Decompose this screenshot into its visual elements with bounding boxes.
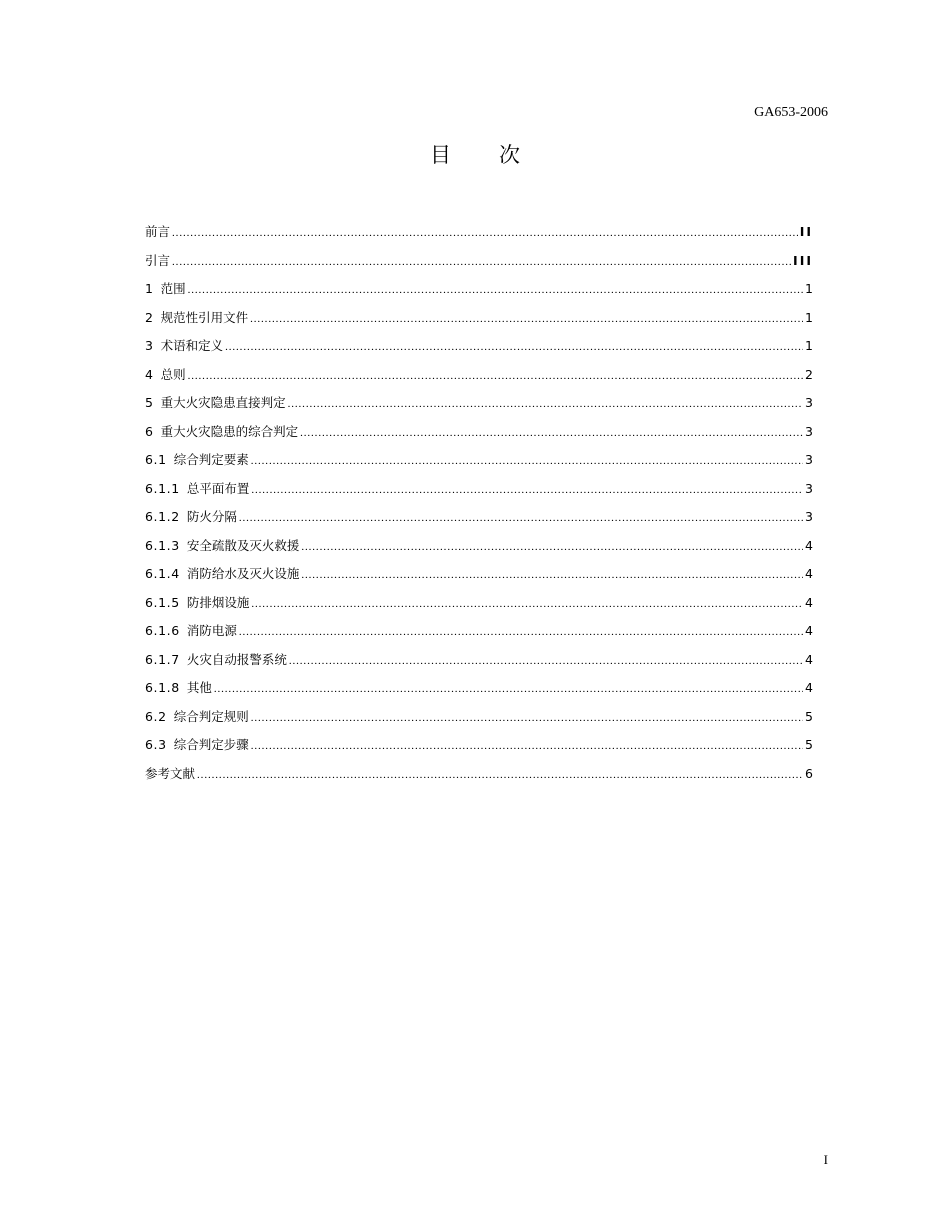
toc-entry-page: 4 [805, 651, 813, 667]
toc-entry-number: 6.2 [145, 708, 167, 724]
toc-entry[interactable] [145, 764, 813, 793]
toc-entry[interactable] [145, 650, 813, 679]
toc-entry-label: 综合判定步骤 [173, 737, 249, 752]
toc-dot-leader [251, 480, 803, 500]
toc-entry-label: 前言 [145, 224, 171, 239]
toc-entry-title [145, 308, 248, 328]
toc-entry[interactable] [145, 678, 813, 707]
toc-entry-page: 5 [805, 708, 813, 724]
toc-dot-leader [301, 565, 803, 585]
toc-entry-number: 6.1.7 [145, 651, 180, 667]
toc-entry-title [145, 479, 249, 499]
toc-entry-label: 总则 [160, 366, 186, 382]
toc-entry-page: 1 [805, 309, 813, 325]
toc-dot-leader [251, 708, 803, 728]
toc-entry[interactable] [145, 393, 813, 422]
toc-dot-leader [172, 252, 791, 272]
toc-dot-leader [239, 508, 803, 528]
toc-entry-title [145, 222, 170, 242]
toc-dot-leader [188, 366, 803, 386]
toc-entry-page: 5 [805, 737, 813, 752]
toc-entry[interactable] [145, 251, 813, 280]
toc-entry-page: 4 [805, 623, 813, 638]
toc-entry-title [145, 507, 237, 527]
toc-entry-page: 4 [805, 594, 813, 610]
toc-entry-title [145, 279, 186, 299]
toc-entry[interactable] [145, 450, 813, 479]
toc-entry-label: 综合判定要素 [173, 452, 249, 467]
toc-dot-leader [250, 309, 803, 329]
toc-entry-title [145, 564, 299, 584]
toc-entry-title [145, 422, 298, 442]
toc-entry-label: 规范性引用文件 [160, 309, 249, 325]
toc-entry-label: 范围 [160, 281, 186, 296]
toc-entry[interactable] [145, 479, 813, 508]
toc-dot-leader [188, 280, 803, 300]
toc-entry-page: III [793, 252, 813, 268]
toc-entry-page: 3 [805, 423, 813, 439]
toc-entry-number: 3 [145, 338, 154, 353]
toc-entry-title [145, 764, 195, 784]
toc-entry-number: 1 [145, 281, 154, 296]
toc-entry-label: 消防给水及灭火设施 [186, 566, 300, 581]
toc-entry-title [145, 593, 249, 613]
toc-entry-title [145, 735, 249, 755]
toc-entry-number: 6.1.1 [145, 480, 180, 496]
toc-entry-number: 6.1.3 [145, 537, 180, 553]
toc-entry-title [145, 536, 299, 556]
toc-entry[interactable] [145, 279, 813, 308]
document-id: GA653-2006 [754, 105, 828, 120]
toc-entry-label: 引言 [145, 252, 171, 268]
toc-entry-number: 6.1.5 [145, 594, 180, 610]
toc-entry-label: 安全疏散及灭火救援 [186, 537, 300, 553]
toc-dot-leader [301, 537, 803, 557]
toc-entry-page: 3 [805, 480, 813, 496]
toc-entry-page: 3 [805, 452, 813, 467]
toc-entry[interactable] [145, 564, 813, 593]
toc-entry-number: 6.3 [145, 737, 167, 752]
toc-entry-page: 4 [805, 537, 813, 553]
toc-entry-title [145, 336, 223, 356]
toc-dot-leader [225, 337, 803, 357]
toc-entry[interactable] [145, 707, 813, 736]
toc-entry-label: 防排烟设施 [186, 594, 250, 610]
toc-entry-label: 防火分隔 [186, 509, 237, 524]
toc-entry-number: 5 [145, 395, 154, 410]
toc-entry-page: 1 [805, 338, 813, 353]
toc-entry[interactable] [145, 365, 813, 394]
toc-entry[interactable] [145, 735, 813, 764]
toc-entry[interactable] [145, 336, 813, 365]
toc-dot-leader [172, 223, 798, 243]
toc-dot-leader [214, 679, 803, 699]
toc-entry-number: 6.1.2 [145, 509, 180, 524]
toc-dot-leader [288, 394, 803, 414]
toc-entry-number: 6.1.8 [145, 680, 180, 695]
toc-entry-page: 4 [805, 680, 813, 695]
toc-entry[interactable] [145, 621, 813, 650]
toc-entry[interactable] [145, 308, 813, 337]
toc-entry-label: 重大火灾隐患的综合判定 [160, 423, 299, 439]
toc-entry[interactable] [145, 507, 813, 536]
toc-dot-leader [239, 622, 803, 642]
toc-dot-leader [289, 651, 803, 671]
page-number: I [823, 1152, 828, 1167]
toc-entry-title [145, 365, 186, 385]
toc-entry-number: 6.1.6 [145, 623, 180, 638]
toc-dot-leader [251, 594, 803, 614]
toc-dot-leader [251, 736, 803, 756]
toc-entry-title [145, 251, 170, 271]
toc-entry-page: 3 [805, 395, 813, 410]
toc-dot-leader [300, 423, 803, 443]
toc-entry-page: II [799, 224, 813, 239]
toc-entry-label: 火灾自动报警系统 [186, 651, 287, 667]
toc-entry[interactable] [145, 593, 813, 622]
toc-entry-number: 6.1.4 [145, 566, 180, 581]
table-of-contents [145, 222, 813, 792]
toc-dot-leader [251, 451, 803, 471]
toc-entry-label: 术语和定义 [160, 338, 224, 353]
toc-entry-page: 3 [805, 509, 813, 524]
toc-entry[interactable] [145, 222, 813, 251]
toc-entry-page: 1 [805, 281, 813, 296]
toc-entry-title [145, 707, 249, 727]
toc-entry-title [145, 678, 212, 698]
toc-entry-title [145, 393, 286, 413]
toc-entry-label: 综合判定规则 [173, 708, 249, 724]
toc-entry-label: 总平面布置 [186, 480, 250, 496]
toc-entry-page: 2 [805, 366, 813, 382]
toc-dot-leader [197, 765, 803, 785]
toc-entry-page: 6 [805, 765, 813, 781]
toc-entry-page: 4 [805, 566, 813, 581]
toc-entry-label: 重大火灾隐患直接判定 [160, 395, 286, 410]
toc-entry-title [145, 621, 237, 641]
toc-entry-label: 参考文献 [145, 765, 196, 781]
page-title: 目次 [430, 143, 568, 167]
toc-entry-number: 6 [145, 423, 154, 439]
toc-entry-title [145, 450, 249, 470]
toc-entry-number: 2 [145, 309, 154, 325]
toc-entry[interactable] [145, 536, 813, 565]
toc-entry[interactable] [145, 422, 813, 451]
toc-entry-label: 消防电源 [186, 623, 237, 638]
toc-entry-title [145, 650, 287, 670]
toc-entry-number: 4 [145, 366, 154, 382]
toc-entry-number: 6.1 [145, 452, 167, 467]
toc-entry-label: 其他 [186, 680, 212, 695]
